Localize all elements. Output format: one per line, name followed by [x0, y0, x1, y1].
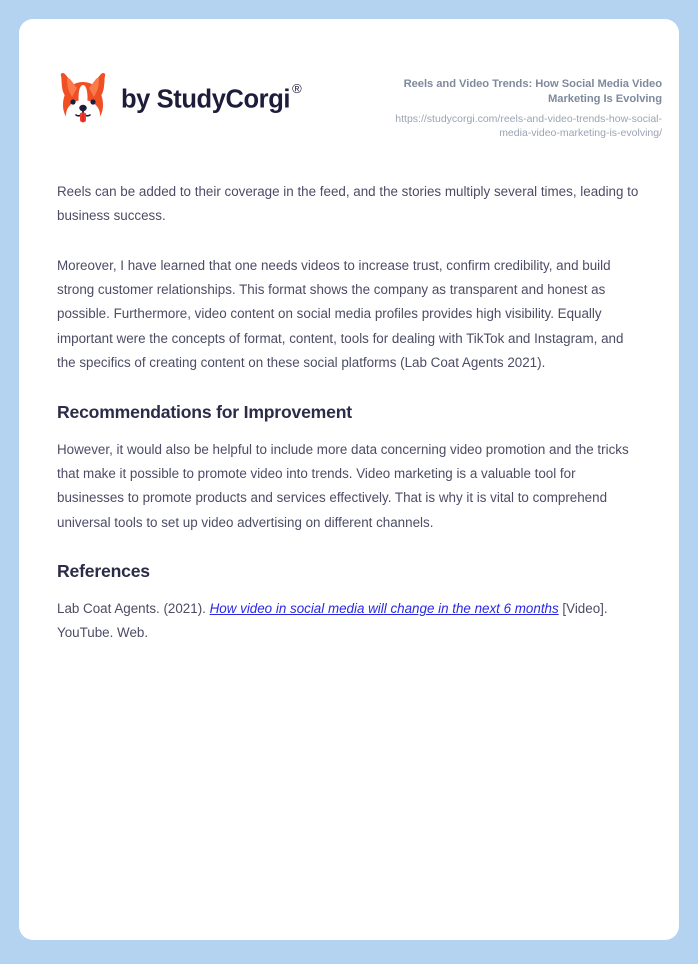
document-url[interactable]: https://studycorgi.com/reels-and-video-trends-how-social-media-video-marketing-is-evolving/: [395, 112, 662, 139]
document-page-card: [19, 19, 679, 940]
reference-prefix: Lab Coat Agents. (2021).: [57, 600, 210, 616]
brand-logo-group[interactable]: [58, 72, 302, 127]
brand-name: [121, 80, 302, 113]
document-body: [19, 180, 679, 645]
paragraph-recommendations: However, it would also be helpful to include more data concerning video promotion and the tricks that make it possible to promote video into trends. Video marketing is a valuable tool for businesses to promote products and services effectively. That is why it is vital to comprehend universal tools to set up video advertising on different channels.: [57, 441, 629, 530]
registered-trademark-icon: ®: [292, 80, 302, 96]
reference-entry: [57, 597, 641, 645]
document-header: [19, 19, 679, 140]
heading-references: References: [57, 561, 150, 582]
heading-recommendations: Recommendations for Improvement: [57, 401, 352, 422]
reference-link[interactable]: How video in social media will change in the next 6 months: [209, 600, 559, 616]
reference-suffix: [Video]. YouTube. Web.: [57, 600, 608, 641]
corgi-logo-icon: [58, 72, 108, 127]
paragraph-1: Reels can be added to their coverage in the feed, and the stories multiply several times, leading to business success.: [57, 183, 639, 224]
header-meta: [372, 72, 662, 140]
paragraph-2: Moreover, I have learned that one needs videos to increase trust, confirm credibility, and build strong customer relationships. This format shows the company as transparent and honest as possible. Furthermore, video content on social media profiles provides high visibility. Equally important were the concepts of format, content, tools for dealing with TikTok and Instagram, and the specifics of creating content on these social platforms (Lab Coat Agents 2021).: [57, 257, 624, 371]
brand-name-text: by StudyCorgi: [121, 85, 291, 113]
document-title: Reels and Video Trends: How Social Media Video Marketing Is Evolving: [403, 78, 662, 105]
